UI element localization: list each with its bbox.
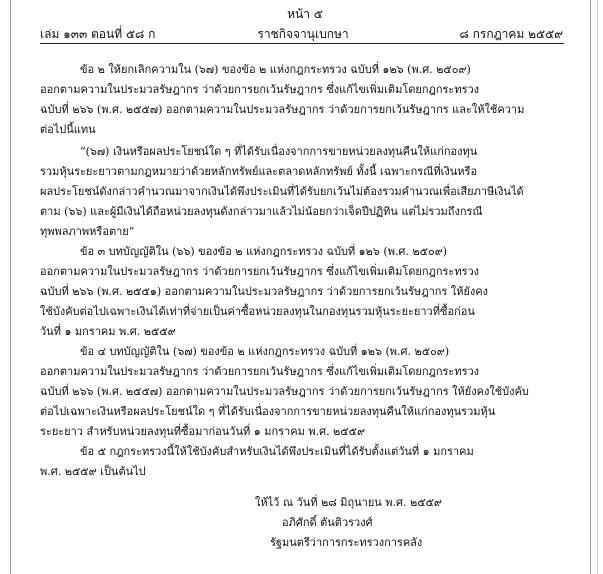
- volume-issue: เล่ม ๑๓๓ ตอนที่ ๕๘ ก: [40, 27, 156, 41]
- text-line: ใช้บังคับต่อไปเฉพาะเงินได้เท่าที่จ่ายเป็นค่าซื้อหน่วยลงทุนในกองทุนรวมหุ้นระยะยาวที่ซื้อก่อน: [40, 305, 475, 318]
- clause-4: [40, 342, 564, 442]
- signatory-title: รัฐมนตรีว่าการกระทรวงการคลัง: [270, 536, 423, 549]
- text-line: ต่อไปเฉพาะเงินหรือผลประโยชน์ใด ๆ ที่ได้รับเนื่องจากการขายหน่วยลงทุนคืนให้แก่กองทุนรวมหุ้น: [40, 405, 496, 418]
- signatory-name: อภิศักดิ์ ตันติวรวงศ์: [282, 516, 373, 529]
- text-line: ข้อ ๓ บทบัญญัติใน (๖๖) ของข้อ ๒ แห่งกฎกระทรวง ฉบับที่ ๑๒๖ (พ.ศ. ๒๕๐๙): [80, 245, 448, 258]
- clause-5: [40, 442, 564, 482]
- clause-67-replacement: [40, 142, 564, 242]
- text-line: ทุพพลภาพหรือตาย”: [40, 225, 135, 238]
- text-line: ตาม (๖๖) และผู้มีเงินได้ถือหน่วยลงทุนดังกล่าวมาแล้วไม่น้อยกว่าเจ็ดปีปฏิทิน แต่ไม่รวมถึงกรณี: [40, 205, 483, 218]
- publication-date: ๘ กรกฎาคม ๒๕๕๙: [459, 27, 563, 41]
- header-rule: [40, 43, 564, 44]
- page-number: หน้า ๕: [287, 7, 323, 21]
- text-line: ออกตามความในประมวลรัษฎากร ว่าด้วยการยกเว้นรัษฎากร ซึ่งแก้ไขเพิ่มเติมโดยกฎกระทรวง: [40, 265, 480, 278]
- text-line: ผลประโยชน์ดังกล่าวคำนวณมาจากเงินได้พึงประเมินที่ได้รับยกเว้นไม่ต้องรวมคำนวณเพื่อเสียภาษีเงินได้: [40, 185, 524, 198]
- text-line: รวมหุ้นระยะยาวตามกฎหมายว่าด้วยหลักทรัพย์และตลาดหลักทรัพย์ ทั้งนี้ เฉพาะกรณีที่เงินหรือ: [40, 165, 478, 178]
- text-line: ฉบับที่ ๒๖๖ (พ.ศ. ๒๕๕๗) ออกตามความในประมวลรัษฎากร ว่าด้วยการยกเว้นรัษฎากร และให้ใช้ความ: [40, 103, 525, 116]
- text-line: ข้อ ๒ ให้ยกเลิกความใน (๖๗) ของข้อ ๒ แห่งกฎกระทรวง ฉบับที่ ๑๒๖ (พ.ศ. ๒๕๐๙): [80, 63, 471, 76]
- text-line: ฉบับที่ ๒๖๖ (พ.ศ. ๒๕๕๑) ออกตามความในประมวลรัษฎากร ว่าด้วยการยกเว้นรัษฎากร ให้ยังคง: [40, 285, 489, 298]
- signature-given-on: ให้ไว้ ณ วันที่ ๒๘ มิถุนายน พ.ศ. ๒๕๕๙: [255, 496, 442, 509]
- clause-3: [40, 242, 564, 342]
- text-line: ระยะยาว สำหรับหน่วยลงทุนที่ซื้อมาก่อนวันที่ ๑ มกราคม พ.ศ. ๒๕๕๙: [40, 425, 366, 438]
- text-line: ข้อ ๔ บทบัญญัติใน (๖๗) ของข้อ ๒ แห่งกฎกระทรวง ฉบับที่ ๑๒๖ (พ.ศ. ๒๕๐๙): [80, 345, 450, 358]
- text-line: วันที่ ๑ มกราคม พ.ศ. ๒๕๕๙: [40, 325, 176, 338]
- clause-2: [40, 60, 564, 140]
- text-line: ออกตามความในประมวลรัษฎากร ว่าด้วยการยกเว้นรัษฎากร ซึ่งแก้ไขเพิ่มเติมโดยกฎกระทรวง: [40, 365, 480, 378]
- scrollbar-track[interactable]: [597, 0, 598, 574]
- text-line: ข้อ ๕ กฎกระทรวงนี้ให้ใช้บังคับสำหรับเงินได้พึงประเมินที่ได้รับตั้งแต่วันที่ ๑ มกราคม: [80, 445, 474, 458]
- text-line: พ.ศ. ๒๕๕๙ เป็นต้นไป: [40, 465, 146, 478]
- text-line: ฉบับที่ ๒๖๖ (พ.ศ. ๒๕๕๗) ออกตามความในประมวลรัษฎากร ว่าด้วยการยกเว้นรัษฎากร ให้ยังคงใช้บังคับ: [40, 385, 529, 398]
- page-frame-right: [590, 0, 591, 574]
- text-line: ต่อไปนี้แทน: [40, 123, 96, 136]
- page-frame-left: [10, 0, 11, 574]
- text-line: “(๖๗) เงินหรือผลประโยชน์ใด ๆ ที่ได้รับเนื่องจากการขายหน่วยลงทุนคืนให้แก่กองทุน: [80, 145, 478, 158]
- publication-title: ราชกิจจานุเบกษา: [257, 27, 349, 41]
- text-line: ออกตามความในประมวลรัษฎากร ว่าด้วยการยกเว้นรัษฎากร ซึ่งแก้ไขเพิ่มเติมโดยกฎกระทรวง: [40, 83, 480, 96]
